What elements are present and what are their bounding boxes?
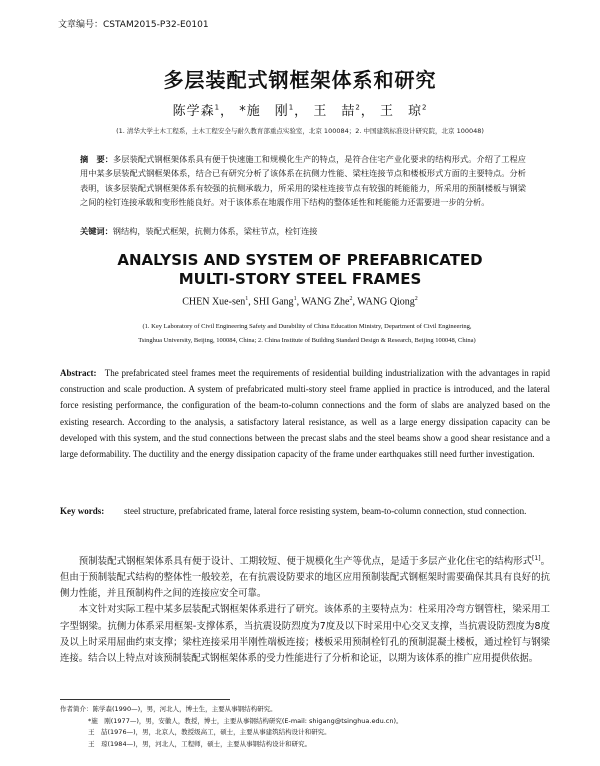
- footnotes: [60, 704, 550, 750]
- author-sup: 1: [245, 296, 249, 302]
- author-sup: 2: [421, 103, 428, 112]
- body-paragraph: [60, 602, 550, 666]
- author-sup: 1: [214, 103, 221, 112]
- paragraph-text: 预制装配式钢框架体系具有便于设计、工期较短、便于规模化生产等优点，是适于多层产业化住宅的结构形式: [78, 556, 533, 568]
- footnote: 王 喆(1976—)，男，北京人，教授级高工，硕士，主要从事建筑结构设计和研究。: [88, 728, 331, 736]
- title-chinese: 多层装配式钢框架体系和研究: [163, 68, 437, 92]
- paragraph-text: 本文针对实际工程中某多层装配式钢框架体系进行了研究。该体系的主要特点为：柱采用冷弯方钢管柱，梁采用工字型钢梁。抗侧力体系采用框架-支撑体系，当抗震设防烈度为7度及以下时采用中心交叉支撑，当抗震设防烈度为8度及以上时采用屈曲约束支撑；梁柱连接采用半刚性端板连接；楼板采用预制栓钉孔的预制混凝土楼板，通过栓钉与钢梁连接。结合以上特点对该预制装配式钢框架体系的受力性能进行了分析和论证，以期为该体系的推广应用提供依据。: [60, 604, 550, 664]
- author-sup: 1: [293, 296, 297, 302]
- keywords-text-en: steel structure, prefabricated frame, lateral force resisting system, beam-to-column connection, stud connection.: [124, 506, 527, 516]
- affiliation-english: [82, 320, 532, 348]
- abstract-label-en: Abstract:: [60, 368, 97, 378]
- footnote: 作者简介：陈学森(1990—)，男，河北人，博士生，主要从事钢结构研究。: [60, 705, 277, 713]
- author-en: SHI Gang: [253, 296, 294, 308]
- footnote-rule: [60, 699, 230, 700]
- keywords-text-cn: 钢结构，装配式框架，抗侧力体系，梁柱节点，栓钉连接: [112, 226, 318, 236]
- author-cn: 陈学森: [172, 104, 215, 119]
- paragraph-text: 。但由于预制装配式结构的整体性一般较差，在有抗震设防要求的地区应用预制装配式钢框架时需要确保其具有良好的抗侧力性能，并且预制构件之间的连接应安全可靠。: [60, 556, 550, 600]
- author-sup: 2: [355, 103, 361, 112]
- authors-chinese: 陈学森$^1$， *施 刚$^1$， 王 喆$^2$， 王 琼$^2$: [172, 103, 428, 119]
- author-en: WANG Qiong: [357, 296, 415, 308]
- abstract-english: [60, 365, 550, 462]
- author-cn: 王 琼: [379, 104, 422, 119]
- citation: [1]: [532, 555, 541, 562]
- authors-english: CHEN Xue-sen$^1$, SHI Gang$^1$, WANG Zhe$^2$, WANG Qiong$^2$: [182, 296, 418, 308]
- author-sup: 1: [288, 103, 295, 112]
- footnote: 王 琼(1984—)，男，河北人，工程师，硕士，主要从事钢结构设计和研究。: [88, 739, 312, 748]
- title-english: [0, 251, 600, 289]
- abstract-text-en: The prefabricated steel frames meet the requirements of residential building industrialization with the advantages in rapid construction and scale production. A system of prefabricated multi-story steel frame applied in practice is introduced, and the lateral force resisting performance, the configuration of the beam-to-column connections and the form of slabs are analyzed based on the existing research. According to the analysis, a satisfactory lateral resistance, as well as a large energy dissipation capacity can be developed with this system, and the stud connections between the precast slabs and the steel beams show a good shear resistance and a large deformability. The ductility and the energy dissipation capacity of the frame under earthquakes still need further investigation.: [60, 368, 550, 460]
- author-sup: 2: [349, 296, 353, 302]
- author-cn: *施 刚: [239, 104, 289, 119]
- affiliation-english-line: Tsinghua University, Beijing, 100084, China; 2. China Institute of Building Standard Design & Research, Beijing 100048, China): [138, 337, 476, 344]
- affiliation-chinese: (1. 清华大学土木工程系，土木工程安全与耐久教育部重点实验室，北京 100084；2. 中国建筑标准设计研究院，北京 100048): [116, 127, 484, 135]
- body-text: [60, 551, 550, 667]
- keywords-label-en: Key words:: [60, 506, 105, 516]
- title-english-line: ANALYSIS AND SYSTEM OF PREFABRICATED: [117, 251, 483, 269]
- author-en: WANG Zhe: [301, 296, 350, 308]
- author-sup: 2: [414, 296, 418, 302]
- abstract-text-cn: 多层装配式钢框架体系具有便于快速施工和规模化生产的特点，是符合住宅产业化要求的结构形式。介绍了工程应用中某多层装配式钢框架体系，结合已有研究分析了该体系在抗侧力性能、梁柱连接节点和楼板形式方面的主要特点。分析表明，该多层装配式钢框架体系有较强的抗侧承载力，所采用的梁柱连接节点有较强的耗能能力，所采用的预制楼板与钢梁之间的栓钉连接承载和变形性能良好。对于该体系在地震作用下结构的整体延性和耗能能力还需要进一步的分析。: [80, 154, 526, 208]
- keywords-chinese: [80, 226, 526, 237]
- footnote: *施 刚(1977—)，男，安徽人，教授，博士，主要从事钢结构研究(E-mail: shigang@tsinghua.edu.cn)。: [88, 716, 403, 725]
- abstract-label-cn: 摘 要：: [80, 154, 114, 164]
- keywords-label-cn: 关键词：: [80, 226, 113, 236]
- article-number: 文章编号：CSTAM2015-P32-E0101: [58, 20, 209, 30]
- author-en: CHEN Xue-sen: [182, 296, 246, 308]
- title-english-line: MULTI-STORY STEEL FRAMES: [178, 270, 422, 288]
- author-cn: 王 喆: [313, 104, 356, 119]
- body-paragraph: [60, 551, 550, 602]
- abstract-chinese: [80, 152, 526, 210]
- affiliation-english-line: (1. Key Laboratory of Civil Engineering Safety and Durability of China Education Ministry, Department of Civil Engineering,: [142, 323, 472, 330]
